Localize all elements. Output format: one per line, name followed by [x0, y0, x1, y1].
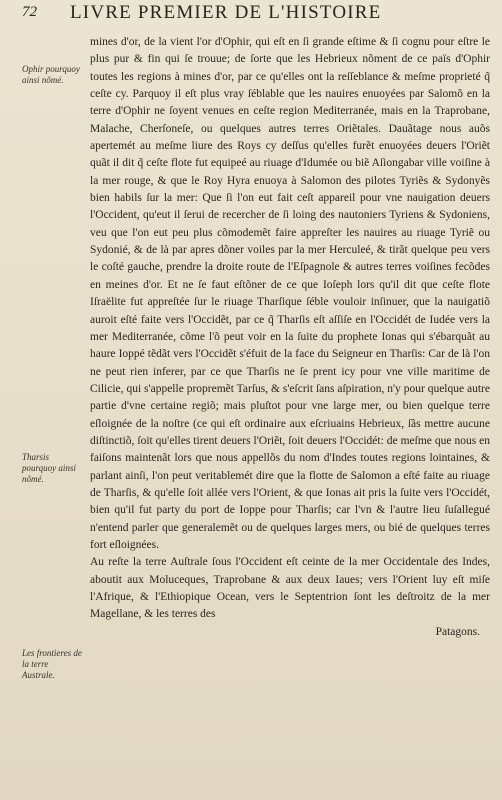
paragraph-2-last-line: Patagons. [435, 625, 480, 638]
main-text [90, 34, 490, 641]
paragraph-2: Au reſte la terre Auſtrale ſous l'Occident eſt ceinte de la mer Occidentale des Indes, aboutit aux Moluceques, Traprobane & aux deux Iaues; vers l'Orient luy eſt miſe l'Afrique, & l'Ethiopique Ocean, vers le Septentrion ſont les deſtroitz de la mer Magellane, & les terres des [90, 556, 490, 621]
page-number: 72 [22, 4, 37, 20]
margin-note-ophir: Ophir pourquoy ainsi nõmé. [22, 64, 80, 85]
paragraph-1: mines d'or, de la vient l'or d'Ophir, qui eſt en ſi grande eſtime & ſi cognu pour eſtre le plus pur & fin qui ſe trouue; de ſorte que les Hebrieux nõment de ce païs d'Ophir toutes les regions à mines d'or, par ce qu'elles ont la reſſeblance & meſme proprieté q̃ ceſte cy. Parquoy il eſt plus vray ſéblable que les nauires enuoyées par Salomõ en la terre d'Ophir ne ſoyent venues en ceſte region Mediterranée, mais en la Traprobane, Malache, Cherſoneſe, ou quelques autres terres Oriẽtales. Dauãtage nous auõs apertemét au meſme liure des Roys cy deſſus qu'elles furẽt enuoyées deuers l'Oriẽt quãt il dit q̃ ceſte flote fut equipeé au riuage d'Idumée ou biẽ Aſiongabar ville voiſine à la mer rouge, & que le Roy Hyra enuoya à Salomon des pilotes Tyriẽs & Sydonyẽs bien habils ſur la mer: Que ſi l'on eut fait ceſt appareil pour vne nauigation deuers l'Occident, qu'eut il ſerui de recercher de ſi loing des nautoniers Tyriens & Sydoniens, veu que l'on eut peu plus cõmodemẽt faire appreſter les nauires au riuage Tyriẽ ou Sydonié, & de là par apres dõner voiles par la mer Herculeé, & tirãt quelque peu vers le coſté gauche, prendre la droite route de l'Eſpagnole & autres terres voiſines fecõdes en meines d'or. Et ne ſe faut eſtõner de ce que Ioſeph lors qu'il dit que ceſte flote Iſraëlite fut appreſtée ſur le riuage Tharſique ſéble vouloir inſinuer, que la nauigatiõ auroit eſté faite vers l'Occidẽt, par ce q̃ Tharſis eſt aſſiſe en l'Occidét de Iudée vers la mer Mediterranée, cõme l'õ peut voir en la ſuite du prophete Ionas qui s'ébarquãt au haure Ioppé tẽdãt vers l'Occidẽt s'éfuit de la face du Seigneur en Tharſis: Car de là l'on ne peut rien inferer, par ce que Tharſis ne ſe prent icy pour vne ville maritime de Cilicie, qui s'appelle propremẽt Tarſus, & s'eſcrit ſans aſpiration, n'y pour quelque autre partie d'vne certaine regiõ; mais pluſtot pour vne large mer, ou bien quelque terre eſloignée de la noſtre (ce qui eſt ordinaire aux eſcriuains Hebrieux, ſãs mettre aucune diſtinctiõ, ſoit qu'elles tirent deuers l'Oriẽt, ſoit deuers l'Occidét: de meſme que nous en faiſons maintenãt lors que nous appellõs du nom d'Indes toutes regions lointaines, & parlant ainſi, l'on peut veritablemét dire que la flotte de Salomon a eſté faite au riuage de Tharſis, & qu'elle ſoit allée vers l'Orient, & que Ionas ait pris la ſuite vers l'Occidét, bien qu'il fut party du port de Ioppe pour Tharſis; car l'vn & l'autre lieu ſuſallegué n'entend parler que generalemẽt ou de quelques larges mers, ou bié de quelques terres fort eſloignées. [90, 36, 490, 551]
margin-note-tharsis: Tharsis pourquoy ainsi nõmé. [22, 452, 76, 484]
margin-note-frontieres: Les frontieres de la terre Australe. [22, 648, 82, 680]
running-head: LIVRE PREMIER DE L'HISTOIRE [70, 2, 382, 23]
